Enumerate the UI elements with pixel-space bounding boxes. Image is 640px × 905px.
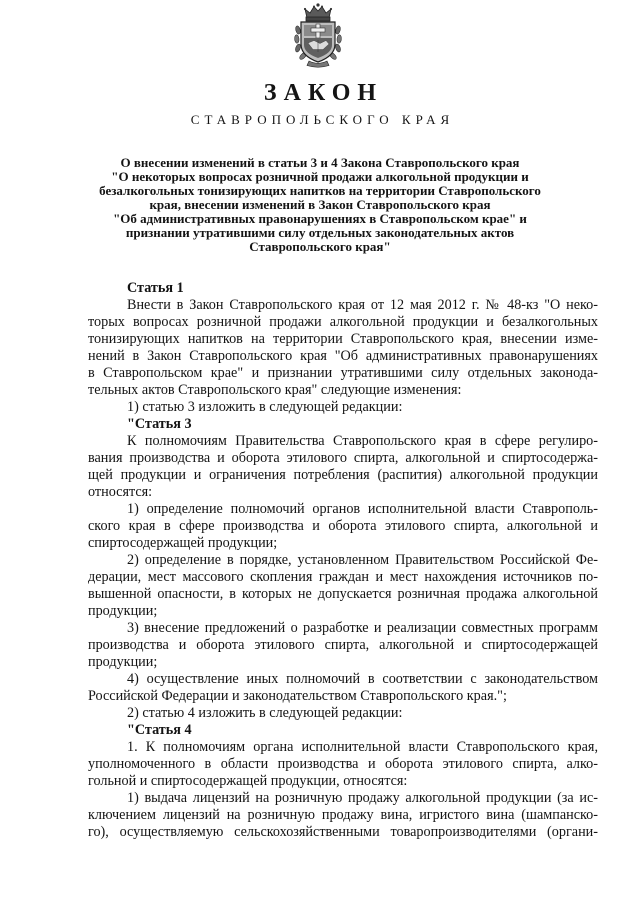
body-line: щей продукции и ограничения потребления (распития) алкогольной продукции xyxy=(88,467,598,483)
body-line: производства и оборота этилового спирта, алкогольной и спиртосодержащей xyxy=(88,637,598,653)
title-line: признании утратившими силу отдельных законодательных актов xyxy=(125,226,515,240)
body-line: торых вопросах розничной продажи алкогольной продукции и безалкогольных xyxy=(88,314,598,330)
law-title xyxy=(60,156,580,254)
body-line: К полномочиям Правительства Ставропольского края в сфере регулиро- xyxy=(127,433,598,449)
title-line: края, внесении изменений в Закон Ставропольского края xyxy=(149,198,491,212)
body-line: 4) осуществление иных полномочий в соответствии с законодательством xyxy=(127,671,598,687)
body-line: 1) выдача лицензий на розничную продажу алкогольной продукции (за ис- xyxy=(127,790,598,806)
body-line: 1) определение полномочий органов исполнительной власти Ставрополь- xyxy=(127,501,598,517)
body-line: го), осуществляемую сельскохозяйственными товаропроизводителями (органи- xyxy=(88,824,598,840)
body-line: 1) статью 3 изложить в следующей редакции: xyxy=(127,399,403,415)
title-line: О внесении изменений в статьи 3 и 4 Закона Ставропольского края xyxy=(120,156,520,170)
document-type-heading: ЗАКОН xyxy=(263,80,384,106)
body-line: уполномоченного в области производства и оборота этилового спирта, алко- xyxy=(88,756,598,772)
title-line: Ставропольского края" xyxy=(249,240,391,254)
body-line: в Ставропольском крае" и признании утратившими силу отдельных законода- xyxy=(88,365,598,381)
body-line: 1. К полномочиям органа исполнительной власти Ставропольского края, xyxy=(127,739,598,755)
body-line: тельных актов Ставропольского края" следующие изменения: xyxy=(88,382,462,398)
body-line: нений в Закон Ставропольского края "Об административных правонарушениях xyxy=(88,348,598,364)
quoted-article-heading: "Статья 3 xyxy=(127,416,192,432)
body-line: Внести в Закон Ставропольского края от 12 мая 2012 г. № 48-кз "О неко- xyxy=(127,297,598,313)
title-line: безалкогольных тонизирующих напитков на территории Ставропольского xyxy=(99,184,541,198)
body-line: ского края в сфере производства и оборота этилового спирта, алкогольной и xyxy=(88,518,598,534)
article-1 xyxy=(88,280,598,841)
body-line: продукции; xyxy=(88,603,158,619)
body-line: 3) внесение предложений о разработке и реализации совместных программ xyxy=(127,620,598,636)
body-line: Российской Федерации и законодательством Ставропольского края."; xyxy=(88,688,507,704)
body-line: 2) определение в порядке, установленном Правительством Российской Фе- xyxy=(127,552,598,568)
region-heading: СТАВРОПОЛЬСКОГО КРАЯ xyxy=(190,112,455,127)
quoted-article-heading: "Статья 4 xyxy=(127,722,192,738)
body-line: ключением лицензий на розничную продажу вина, игристого вина (шампанско- xyxy=(88,807,598,823)
title-line: "Об административных правонарушениях в Ставропольском крае" и xyxy=(113,212,527,226)
body-line: вания производства и оборота этилового спирта, алкогольной и спиртосодержа- xyxy=(88,450,598,466)
body-line: вышенной опасности, в которых не допускается розничная продажа алкогольной xyxy=(88,586,598,602)
body-line: продукции; xyxy=(88,654,158,670)
body-line: гольной и спиртосодержащей продукции, относятся: xyxy=(88,773,408,789)
body-line: дерации, мест массового скопления граждан и мест нахождения источников по- xyxy=(88,569,598,585)
body-line: спиртосодержащей продукции; xyxy=(88,535,278,551)
body-line: 2) статью 4 изложить в следующей редакции: xyxy=(127,705,403,721)
body-line: относятся: xyxy=(88,484,153,500)
title-line: "О некоторых вопросах розничной продажи алкогольной продукции и xyxy=(111,170,529,184)
article-heading: Статья 1 xyxy=(127,280,184,296)
coat-of-arms-icon xyxy=(290,2,346,68)
body-line: тонизирующих напитков на территории Ставропольского края, внесении изме- xyxy=(88,331,598,347)
